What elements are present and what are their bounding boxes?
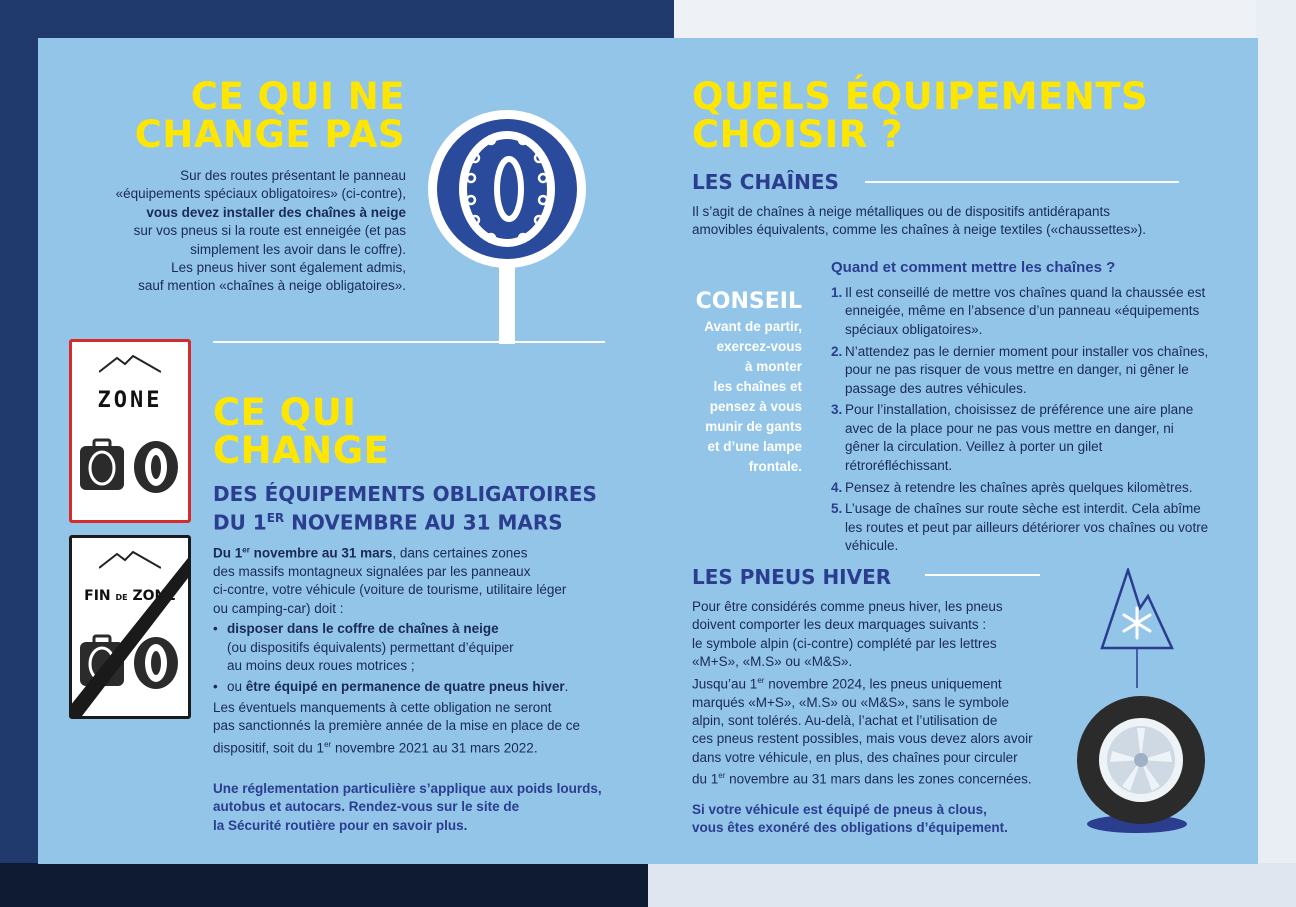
advice-line: munir de gants <box>705 419 802 434</box>
advice-line: Avant de partir, <box>704 319 802 334</box>
chains-road-sign-icon <box>427 108 589 344</box>
intro-line: Les pneus hiver sont également admis, <box>171 260 406 276</box>
chain-step <box>831 500 1211 555</box>
intro-line: simplement les avoir dans le coffre). <box>190 241 406 257</box>
chain-steps-list <box>831 284 1211 559</box>
intro-line: Sur des routes présentant le panneau <box>180 168 406 183</box>
background-bottom <box>0 863 1296 907</box>
end-zone-zone: ZONE <box>132 588 176 604</box>
tires-line: ces pneus restent possibles, mais vous devez alors avoir <box>692 731 1033 747</box>
title-changes <box>213 391 573 472</box>
divider-tires <box>925 574 1040 576</box>
obligation-item <box>213 620 633 675</box>
tires-line: Pour être considérés comme pneus hiver, les pneus <box>692 599 1003 614</box>
step-number: 1. <box>831 285 843 300</box>
changes-line: ci-contre, votre véhicule (voiture de tourisme, utilitaire léger <box>213 582 567 598</box>
obligation-list <box>213 620 633 697</box>
heavy-vehicles-note <box>213 780 633 835</box>
title-which-equipment <box>692 75 1152 156</box>
title-which-line2: CHOISIR ? <box>692 113 904 156</box>
step-number: 3. <box>831 402 843 418</box>
date-bold: Du 1 <box>213 545 243 561</box>
step-text: L’usage de chaînes sur route sèche est interdit. Cela abîme les routes et peut par ailleurs détériorer vos chaînes ou votre véhicule. <box>845 501 1209 554</box>
changes-line: ou camping-car) doit : <box>213 600 344 616</box>
advice-line: et d’une lampe <box>707 439 802 454</box>
chains-and-tire-icon <box>78 436 182 494</box>
end-zone-slash-icon <box>72 538 188 716</box>
title-unchanged-line2: CHANGE PAS <box>134 113 405 156</box>
advice-box <box>678 287 802 477</box>
zone-sign <box>69 339 191 523</box>
advice-line: exercez-vous <box>716 339 802 354</box>
advice-text <box>678 317 802 477</box>
tires-line: marqués «M+S», «M.S» ou «M&S», sans le symbole <box>692 694 1010 710</box>
obligation-item <box>213 678 633 696</box>
step-number: 5. <box>831 501 843 517</box>
divider-chains <box>865 181 1179 183</box>
subtitle-du: DU 1 <box>213 510 267 535</box>
obligation-pre: ou <box>227 679 246 695</box>
tires-jusqu-b: novembre 2024, les pneus uniquement <box>764 676 1002 692</box>
obligation-text: (ou dispositifs équivalents) permettant d’équiper <box>227 639 514 655</box>
tires-line-last <box>692 767 1072 789</box>
tires-heading: LES PNEUS HIVER <box>692 565 892 589</box>
tires-last-b: novembre au 31 mars dans les zones concernées. <box>725 771 1032 787</box>
chains-intro-line: amovibles équivalents, comme les chaînes à neige textiles («chaussettes»). <box>692 222 1146 238</box>
note-line: Une réglementation particulière s’applique aux poids lourds, <box>213 781 602 796</box>
sanction-line-last <box>213 736 633 758</box>
title-unchanged-line1: CE QUI NE <box>190 75 405 118</box>
changes-line-first <box>213 541 633 563</box>
subtitle-line1: DES ÉQUIPEMENTS OBLIGATOIRES <box>213 482 597 506</box>
tires-line: alpin, sont tolérés. Au-delà, l’achat et l’utilisation de <box>692 712 998 728</box>
date-sup: er <box>242 545 250 554</box>
divider-left <box>213 341 605 343</box>
chain-step <box>831 479 1211 497</box>
info-panel <box>38 38 1258 864</box>
advice-title: CONSEIL <box>695 289 802 314</box>
sanction-sup: er <box>324 739 332 749</box>
tires-last-sup: er <box>718 771 726 781</box>
chains-heading: LES CHAÎNES <box>692 170 839 194</box>
title-changes-line1: CE QUI <box>213 391 357 434</box>
background-top <box>0 0 1296 38</box>
step-number: 4. <box>831 479 843 495</box>
intro-line: sur vos pneus si la route est enneigée (et pas <box>133 223 406 239</box>
chains-intro-line: Il s’agit de chaînes à neige métalliques ou de dispositifs antidérapants <box>692 204 1111 219</box>
step-text: Pensez à retendre les chaînes après quelques kilomètres. <box>845 479 1193 495</box>
title-changes-line2: CHANGE <box>213 429 390 472</box>
studs-line: Si votre véhicule est équipé de pneus à clous, <box>692 802 987 817</box>
background-right <box>1256 0 1296 907</box>
studs-line: vous êtes exonéré des obligations d’équipement. <box>692 820 1008 836</box>
subtitle-dates: NOVEMBRE AU 31 MARS <box>284 510 563 535</box>
studded-tires-note <box>692 801 1072 838</box>
tires-line: le symbole alpin (ci-contre) complété par les lettres <box>692 635 997 651</box>
subtitle-sup: ER <box>266 511 285 525</box>
changes-paragraph <box>213 541 633 757</box>
sanction-line: Les éventuels manquements à cette obligation ne seront <box>213 699 552 715</box>
title-which-line1: QUELS ÉQUIPEMENTS <box>692 75 1149 118</box>
advice-line: les chaînes et <box>713 379 802 394</box>
end-zone-sign <box>69 535 191 719</box>
subtitle-mandatory <box>213 482 633 535</box>
tires-line-jusqu <box>692 672 1072 694</box>
step-text: Il est conseillé de mettre vos chaînes quand la chaussée est enneigée, même en l’absence d’un panneau «équipements spéciaux obligatoires». <box>845 285 1206 337</box>
step-text: Pour l’installation, choisissez de préférence une aire plane avec de la place pour ne pas vous mettre en danger, ni gêner la circulation. Veillez à porter un gilet rétroréfléchissant. <box>845 402 1194 473</box>
obligation-bold: être équipé en permanence de quatre pneus hiver <box>245 679 565 695</box>
end-zone-de: DE <box>115 593 128 602</box>
end-zone-fin: FIN <box>84 588 111 604</box>
note-line: autobus et autocars. Rendez-vous sur le site de <box>213 799 520 815</box>
chain-step <box>831 343 1211 398</box>
obligation-bold: disposer dans le coffre de chaînes à neige <box>227 621 499 637</box>
tires-line: «M+S», «M.S» ou «M&S». <box>692 654 853 670</box>
step-number: 2. <box>831 343 843 359</box>
obligation-text: au moins deux roues motrices ; <box>227 657 415 673</box>
intro-line: «équipements spéciaux obligatoires» (ci-contre), <box>115 186 406 202</box>
advice-line: à monter <box>744 359 802 374</box>
advice-line: frontale. <box>748 459 802 474</box>
intro-paragraph <box>58 167 406 296</box>
sanction-line: pas sanctionnés la première année de la mise en place de ce <box>213 718 580 734</box>
sanction-b: novembre 2021 au 31 mars 2022. <box>331 740 538 756</box>
sanction-a: dispositif, soit du 1 <box>213 740 325 756</box>
note-line: la Sécurité routière pour en savoir plus. <box>213 817 468 833</box>
title-unchanged <box>98 75 405 156</box>
changes-line: des massifs montagneux signalées par les panneaux <box>213 563 531 579</box>
advice-line: pensez à vous <box>709 399 802 414</box>
mountain-icon <box>99 354 161 374</box>
zone-sign-label: ZONE <box>97 388 163 413</box>
intro-line-bold: vous devez installer des chaînes à neige <box>146 204 406 220</box>
chain-step <box>831 401 1211 475</box>
tires-last-a: du 1 <box>692 771 719 787</box>
tires-jusqu-sup: er <box>757 675 765 685</box>
obligation-post: . <box>564 679 569 695</box>
background-left <box>0 0 40 907</box>
date-bold-rest: novembre au 31 mars <box>249 545 393 561</box>
tires-paragraph <box>692 598 1072 789</box>
intro-line: sauf mention «chaînes à neige obligatoires». <box>138 278 406 294</box>
how-heading: Quand et comment mettre les chaînes ? <box>831 259 1116 276</box>
chain-step <box>831 284 1211 339</box>
changes-rest: , dans certaines zones <box>392 545 528 561</box>
alpine-tire-icon <box>1074 568 1214 836</box>
tires-jusqu-a: Jusqu’au 1 <box>692 676 758 692</box>
tires-line: dans votre véhicule, en plus, des chaînes pour circuler <box>692 749 1018 765</box>
subtitle-line2 <box>213 506 633 535</box>
step-text: N’attendez pas le dernier moment pour installer vos chaînes, pour ne pas risquer de vous mettre en danger, ni gêner le passage des autres véhicules. <box>845 343 1209 396</box>
tires-line: doivent comporter les deux marquages suivants : <box>692 617 987 633</box>
chains-intro <box>692 203 1212 240</box>
